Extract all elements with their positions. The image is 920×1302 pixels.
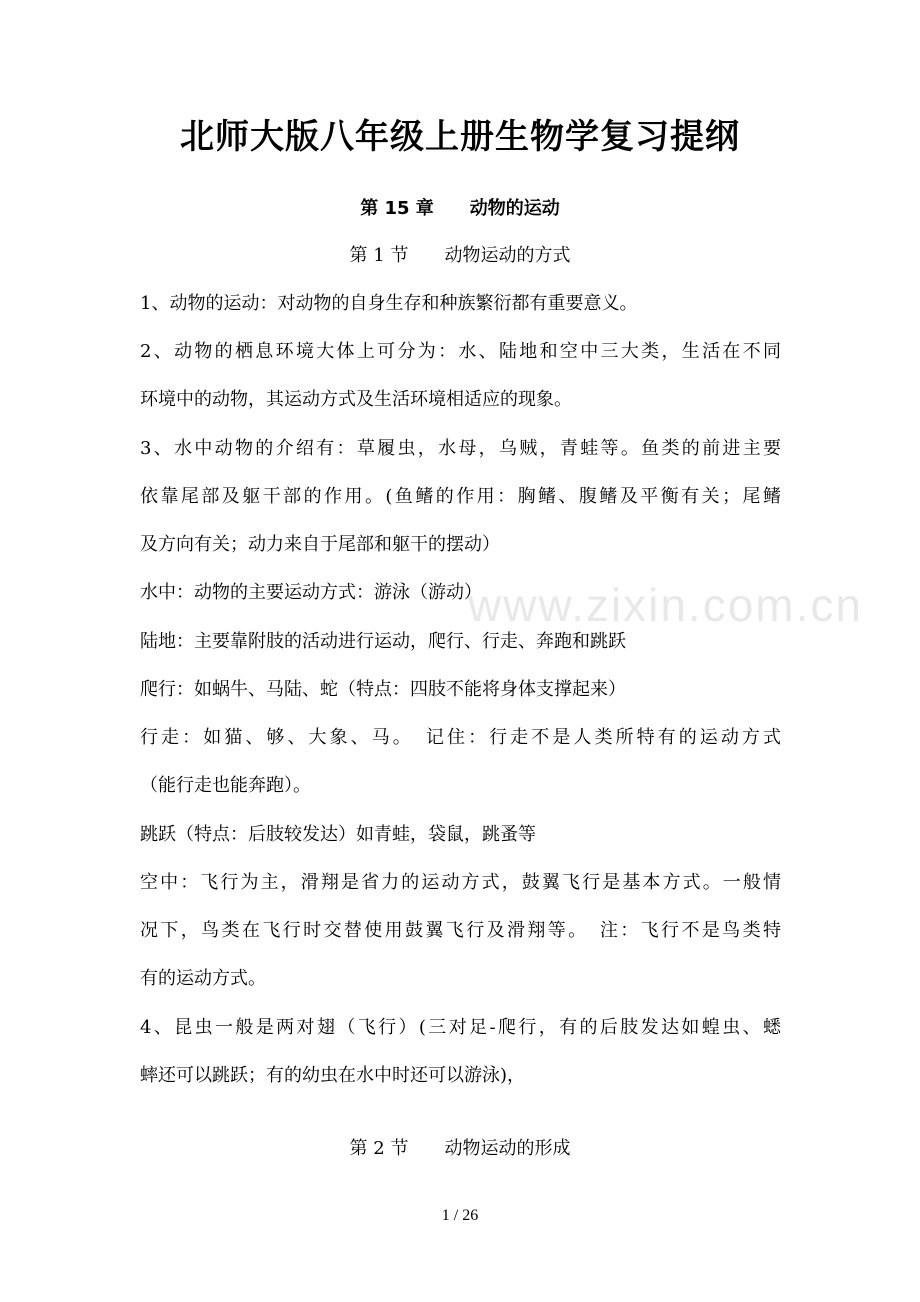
body-line: 有的运动方式。: [140, 968, 266, 989]
body-line: 2、动物的栖息环境大体上可分为：水、陆地和空中三大类，生活在不同: [140, 341, 781, 362]
body-line: 行走：如猫、够、大象、马。 记住：行走不是人类所特有的运动方式: [140, 727, 781, 748]
body-line: 蟀还可以跳跃；有的幼虫在水中时还可以游泳)，: [140, 1065, 526, 1086]
watermark: www.zixin.com.cn: [468, 579, 863, 631]
section-heading: 第 2 节 动物运动的形成: [349, 1138, 571, 1159]
body-line: 陆地：主要靠附肢的活动进行运动，爬行、行走、奔跑和跳跃: [140, 631, 626, 652]
body-line: 4、昆虫一般是两对翅（飞行）(三对足-爬行，有的后肢发达如蝗虫、蟋: [140, 1017, 781, 1038]
body-line: 况下，鸟类在飞行时交替使用鼓翼飞行及滑翔等。 注：飞行不是鸟类特: [140, 920, 781, 941]
body-line: 及方向有关；动力来自于尾部和躯干的摆动）: [140, 534, 500, 555]
body-line: 水中：动物的主要运动方式：游泳（游动）: [140, 582, 482, 603]
section-heading: 第 1 节 动物运动的方式: [349, 245, 571, 266]
body-line: 环境中的动物，其运动方式及生活环境相适应的现象。: [140, 389, 572, 410]
body-line: （能行走也能奔跑）。: [140, 775, 311, 796]
body-line: 1、动物的运动：对动物的自身生存和种族繁衍都有重要意义。: [140, 293, 638, 314]
chapter-heading: 第 15 章 动物的运动: [360, 198, 560, 219]
body-line: 爬行：如蜗牛、马陆、蛇（特点：四肢不能将身体支撑起来）: [140, 679, 626, 700]
body-line: 依靠尾部及躯干部的作用。(鱼鳍的作用：胸鳍、腹鳍及平衡有关；尾鳍: [140, 486, 781, 507]
document-title: 北师大版八年级上册生物学复习提纲: [180, 117, 740, 157]
body-line: 空中：飞行为主，滑翔是省力的运动方式，鼓翼飞行是基本方式。一般情: [140, 872, 781, 893]
page-number: 1 / 26: [441, 1207, 479, 1224]
body-line: 跳跃（特点：后肢较发达）如青蛙，袋鼠，跳蚤等: [140, 824, 536, 845]
body-line: 3、水中动物的介绍有：草履虫，水母，乌贼，青蛙等。鱼类的前进主要: [140, 438, 781, 459]
